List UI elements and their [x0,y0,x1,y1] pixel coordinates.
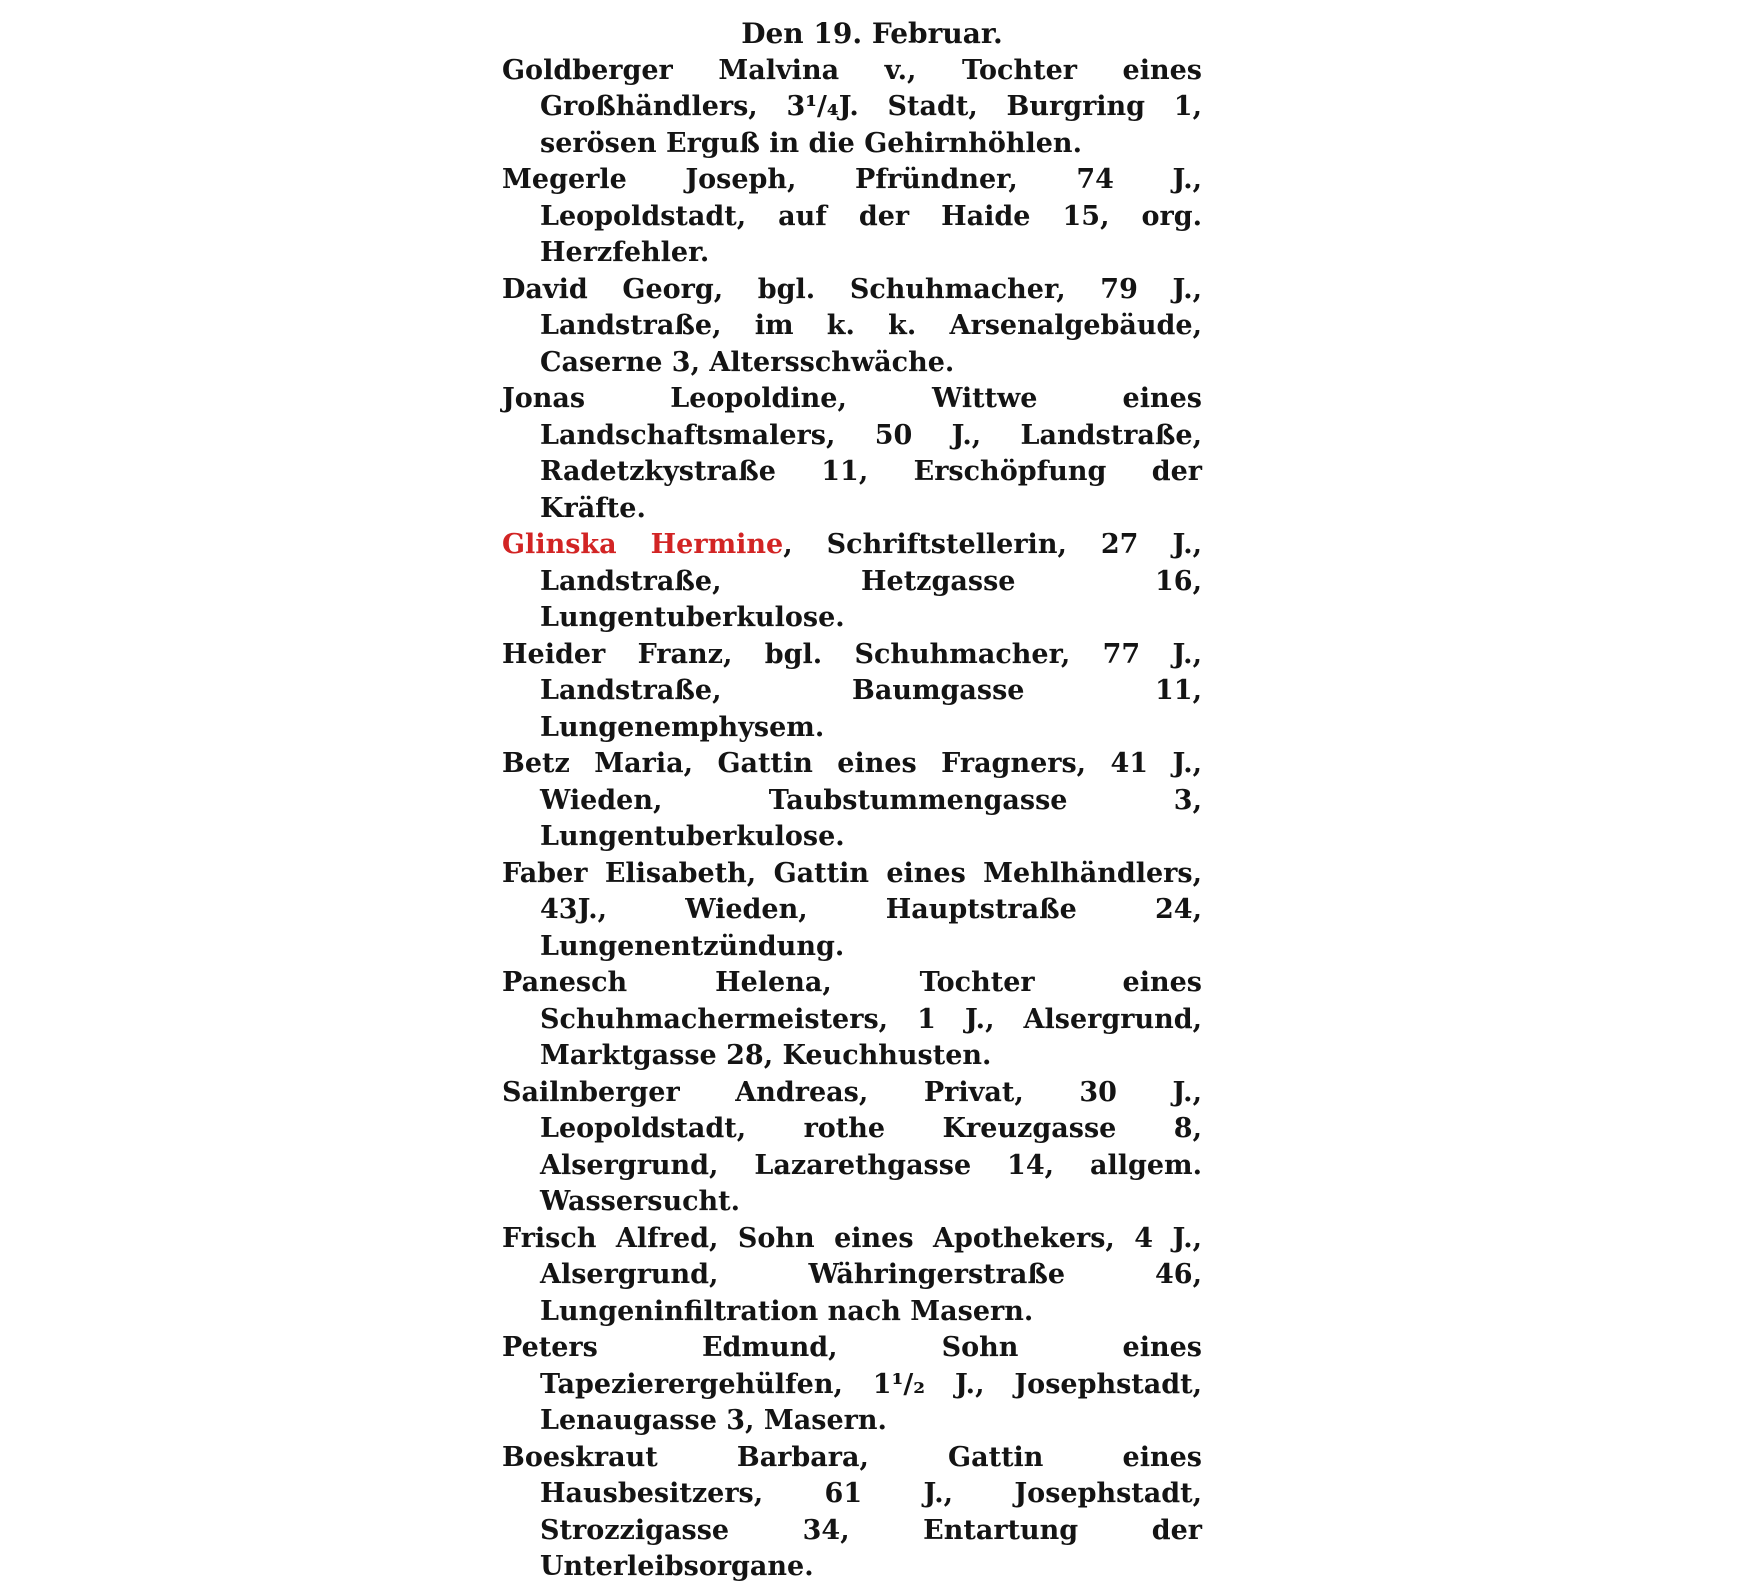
entry-name: David Georg [502,273,714,305]
entry-details: , Sohn eines Tapezierergehülfen, 1¹/₂ J., Josephstadt, Lenaugasse 3, Masern. [540,1332,1202,1436]
entry-details: , Gattin eines Fragners, 41 J., Wieden, Taubstummengasse 3, Lungentuberkulose. [540,748,1202,852]
register-entry [502,1440,1202,1586]
entry-name: Sailnberger Andreas [502,1076,859,1108]
entry-details: , Privat, 30 J., Leopoldstadt, rothe Kreuzgasse 8, Alsergrund, Lazarethgasse 14, allgem. Wassersucht. [540,1076,1202,1217]
entry-details: , Tochter eines Schuhmachermeisters, 1 J., Alsergrund, Marktgasse 28, Keuchhusten. [540,967,1202,1071]
entry-details: , Tochter eines Großhändlers, 3¹/₄J. Stadt, Burgring 1, serösen Erguß in die Gehirnhöhlen. [540,54,1202,159]
register-entry [502,272,1202,382]
register-entry [502,1221,1202,1331]
entry-name: Boeskraut Barbara [502,1441,860,1473]
entry-name: Heider Franz [502,638,723,670]
entry-name-highlighted: Glinska Hermine [502,529,784,560]
register-entry [502,53,1202,163]
entry-name: Megerle Joseph [502,164,788,195]
register-entry [502,1330,1202,1440]
entry-details: , Gattin eines Hausbesitzers, 61 J., Josephstadt, Strozzigasse 34, Entartung der Unterleibsorgane. [540,1441,1203,1582]
death-register-list [502,53,1202,1586]
register-entry [502,381,1202,527]
entry-details: , Gattin eines Mehlhändlers, 43J., Wieden, Hauptstraße 24, Lungenentzündung. [540,857,1202,962]
register-entry [502,527,1202,637]
entry-details: , bgl. Schuhmacher, 77 J., Landstraße, Baumgasse 11, Lungenemphysem. [540,638,1202,743]
entry-details: , Wittwe eines Landschaftsmalers, 50 J., Landstraße, Radetzkystraße 11, Erschöpfung der Kräfte. [540,383,1202,524]
entry-name: Panesch Helena [502,967,823,998]
entry-name: Peters Edmund [502,1332,829,1363]
entry-name: Betz Maria [502,748,684,779]
register-entry [502,1075,1202,1221]
entry-details: , bgl. Schuhmacher, 79 J., Landstraße, im k. k. Arsenalgebäude, Caserne 3, Altersschwäche. [540,273,1202,378]
date-heading: Den 19. Februar. [741,17,1003,50]
register-entry [502,965,1202,1075]
entry-name: Faber Elisabeth [502,857,747,889]
entry-details: , Pfründner, 74 J., Leopoldstadt, auf der Haide 15, org. Herzfehler. [540,164,1203,268]
register-entry [502,162,1202,272]
register-entry [502,746,1202,856]
entry-name: Goldberger Malvina v. [502,54,908,86]
entry-name: Frisch Alfred [502,1222,710,1254]
document-page [502,16,1202,1586]
register-entry [502,856,1202,966]
register-entry [502,637,1202,747]
entry-details: , Schriftstellerin, 27 J., Landstraße, Hetzgasse 16, Lungentuberkulose. [540,529,1202,633]
entry-details: , Sohn eines Apothekers, 4 J., Alsergrund, Währingerstraße 46, Lungeninfiltration nach Masern. [540,1222,1202,1327]
entry-name: Jonas Leopoldine [502,383,838,414]
